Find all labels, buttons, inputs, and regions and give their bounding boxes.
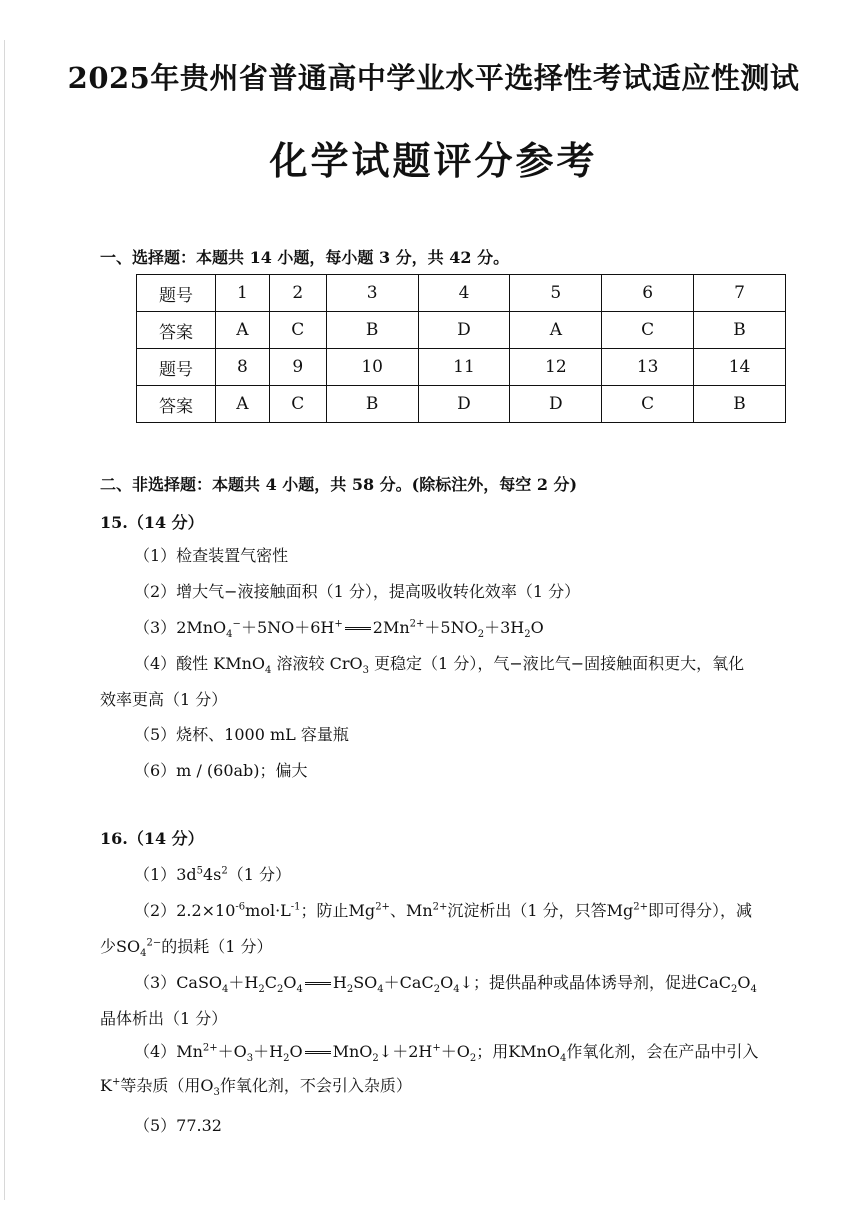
answer-cell: D	[510, 386, 602, 423]
answer-cell: C	[269, 312, 326, 349]
q16-answer-4-continued: K+等杂质（用$O_3$作氧化剂，不会引入杂质）	[100, 1076, 412, 1099]
table-row	[137, 312, 786, 349]
table-row	[137, 349, 786, 386]
table-row	[137, 275, 786, 312]
chemical-equation: $CaSO_4+H_2C_2O_4$ $H_2SO_4+CaC_2O_4↓$	[176, 973, 473, 996]
row-label: 题号	[137, 349, 216, 386]
answer-cell: B	[326, 386, 418, 423]
page-edge-line	[4, 40, 5, 1200]
q16-answer-2-text: 、Mn	[389, 901, 433, 920]
q15-answer-4-text: 溶液较 CrO	[271, 654, 363, 673]
q16-answer-2-text: 沉淀析出（1 分，只答Mg	[447, 901, 634, 920]
concentration-value: $2.2\times 10^{-6}mol\cdot L^{-1}$	[176, 901, 301, 920]
chemical-equation: 2MnO$_4$−＋5NO＋6H+ $2Mn^{2+}+5NO_2+3H_2O$	[176, 618, 544, 641]
question-number: 13	[602, 349, 694, 386]
q16-answer-2-text: 少SO	[100, 937, 141, 956]
q15-answer-4: （4）酸性 KMnO$_4$ 溶液较 CrO$_3$ 更稳定（1 分），气−液比气−固接触面积更大，氧化	[134, 654, 745, 677]
q16-answer-3-continued: 晶体析出（1 分）	[100, 1009, 228, 1028]
electron-configuration: $3d^54s^2$	[176, 865, 228, 884]
q16-answer-2-continued: 少$SO_4^{2-}$的损耗（1 分）	[100, 937, 273, 960]
q16-answer-1-text: （1 分）	[227, 865, 292, 884]
question-16-title: 16.（14 分）	[100, 829, 204, 848]
answer-cell: B	[326, 312, 418, 349]
row-label: 题号	[137, 275, 216, 312]
table-row	[137, 386, 786, 423]
q15-answer-4-text: 更稳定（1 分），气−液比气−固接触面积更大，氧化	[368, 654, 745, 673]
question-number: 11	[418, 349, 510, 386]
question-number: 2	[269, 275, 326, 312]
q15-answer-1: （1）检查装置气密性	[134, 546, 289, 565]
q16-answer-1-label: （1）	[134, 865, 177, 884]
section-2-heading: 二、非选择题：本题共 4 小题，共 58 分。(除标注外，每空 2 分)	[100, 475, 578, 494]
question-15-title: 15.（14 分）	[100, 513, 204, 532]
q16-answer-2-text: ；防止Mg	[300, 901, 376, 920]
q16-answer-2: $(2)2.2\times 10^{-6}mol\cdot L^{-1}$；防止$Mg^{2+}$、$Mn^{2+}$沉淀析出（1 分，只答$Mg^{2+}$即可得分），减	[134, 901, 753, 920]
question-number: 1	[216, 275, 270, 312]
answer-cell: B	[694, 386, 786, 423]
question-number: 6	[602, 275, 694, 312]
q16-answer-2-text: 的损耗（1 分）	[161, 937, 273, 956]
row-label: 答案	[137, 312, 216, 349]
question-number: 9	[269, 349, 326, 386]
page-subtitle: 化学试题评分参考	[269, 138, 598, 183]
q16-answer-4-label: （4）	[134, 1042, 177, 1061]
answer-cell: A	[510, 312, 602, 349]
q16-answer-3: $(3)CaSO_4+H_2C_2O_4$ $H_2SO_4+CaC_2O_4↓$；提供晶种或晶体诱导剂，促进$CaC_2O_4$	[134, 973, 757, 996]
q15-answer-3-label: （3）	[134, 618, 177, 637]
row-label: 答案	[137, 386, 216, 423]
question-number: 10	[326, 349, 418, 386]
answer-cell: D	[418, 386, 510, 423]
answer-cell: A	[216, 312, 270, 349]
question-number: 5	[510, 275, 602, 312]
q15-answer-2: （2）增大气−液接触面积（1 分），提高吸收转化效率（1 分）	[134, 582, 581, 601]
answer-table	[136, 274, 786, 423]
question-number: 4	[418, 275, 510, 312]
answer-cell: B	[694, 312, 786, 349]
q15-answer-5: （5）烧杯、1000 mL 容量瓶	[134, 725, 349, 744]
q16-answer-1	[134, 862, 291, 885]
q15-answer-6: （6）m / (60ab)；偏大	[134, 761, 308, 780]
q16-answer-4: $(4)Mn^{2+}+O_3+H_2O$ $MnO_2↓+2H^++O_2$；用KMnO$_4$作氧化剂，会在产品中引入	[134, 1042, 759, 1065]
q15-answer-4-continued: 效率更高（1 分）	[100, 690, 228, 709]
q16-answer-2-text: 即可得分），减	[648, 901, 753, 920]
q16-answer-4-text: 作氧化剂，会在产品中引入	[566, 1042, 759, 1061]
q16-answer-3-text: ；提供晶种或晶体诱导剂，促进CaC	[472, 973, 732, 992]
question-number: 12	[510, 349, 602, 386]
q16-answer-4-text: K	[100, 1076, 112, 1095]
q15-answer-4-text: （4）酸性 KMnO	[134, 654, 266, 673]
page-title: 2025年贵州省普通高中学业水平选择性考试适应性测试	[67, 61, 800, 95]
q16-answer-2-label: （2）	[134, 901, 177, 920]
answer-cell: C	[602, 386, 694, 423]
answer-cell: D	[418, 312, 510, 349]
answer-cell: C	[602, 312, 694, 349]
question-number: 14	[694, 349, 786, 386]
chemical-equation: $Mn^{2+}+O_3+H_2O$ $MnO_2↓+2H^++O_2$	[176, 1042, 477, 1065]
q16-answer-4-text: ；用KMnO	[476, 1042, 560, 1061]
q16-answer-5: （5）77.32	[134, 1116, 222, 1135]
q16-answer-4-text: 等杂质（用O	[120, 1076, 214, 1095]
q16-answer-3-label: （3）	[134, 973, 177, 992]
question-number: 7	[694, 275, 786, 312]
q16-answer-4-text: 作氧化剂，不会引入杂质）	[219, 1076, 412, 1095]
question-number: 3	[326, 275, 418, 312]
question-number: 8	[216, 349, 270, 386]
q15-answer-3	[134, 615, 544, 641]
section-1-heading: 一、选择题：本题共 14 小题，每小题 3 分，共 42 分。	[100, 248, 510, 267]
answer-cell: C	[269, 386, 326, 423]
answer-cell: A	[216, 386, 270, 423]
